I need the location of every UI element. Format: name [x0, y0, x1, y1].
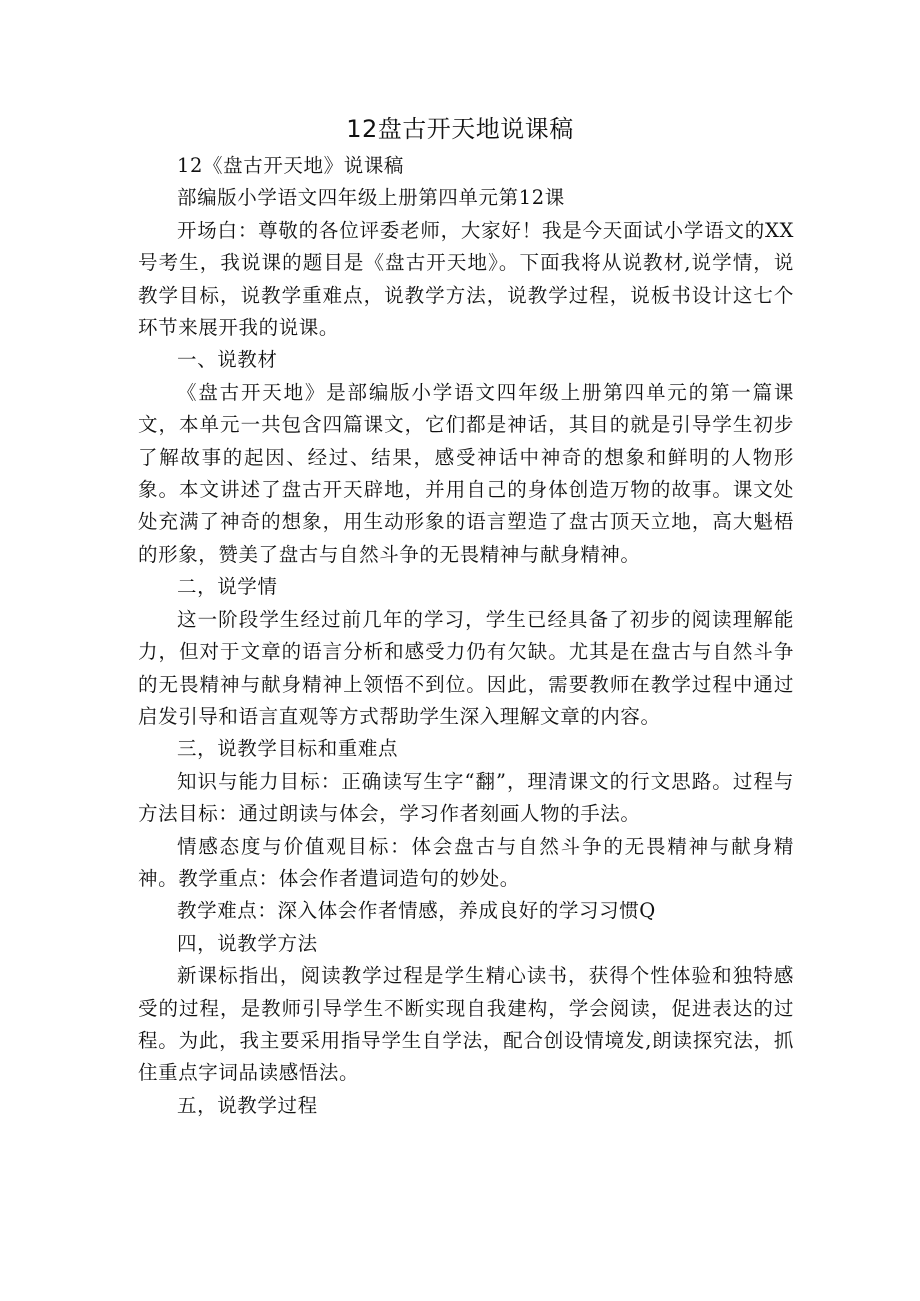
document-body — [138, 150, 794, 1122]
section-heading-methods: 四，说教学方法 — [177, 931, 318, 955]
section-heading-textbook: 一、说教材 — [177, 348, 278, 372]
paragraph-goals-knowledge: 知识与能力目标：正确读写生字“翻”，理清课文的行文思路。过程与方法目标：通过朗读与体会，学习作者刻画人物的手法。 — [138, 769, 794, 826]
paragraph-difficulty: 教学难点：深入体会作者情感，养成良好的学习习惯Q — [177, 899, 656, 923]
section-heading-goals: 三，说教学目标和重难点 — [177, 737, 399, 761]
paragraph-opening: 开场白：尊敬的各位评委老师，大家好！我是今天面试小学语文的XX号考生，我说课的题目是《盘古开天地》。下面我将从说教材,说学情，说教学目标，说教学重难点，说教学方法，说教学过程，说板书设计这七个环节来展开我的说课。 — [138, 218, 794, 340]
paragraph-textbook-analysis: 《盘古开天地》是部编版小学语文四年级上册第四单元的第一篇课文，本单元一共包含四篇课文，它们都是神话，其目的就是引导学生初步了解故事的起因、经过、结果，感受神话中神奇的想象和鲜明的人物形象。本文讲述了盘古开天辟地，并用自己的身体创造万物的故事。课文处处充满了神奇的想象，用生动形象的语言塑造了盘古顶天立地，高大魁梧的形象，赞美了盘古与自然斗争的无畏精神与献身精神。 — [138, 380, 794, 566]
section-heading-process: 五，说教学过程 — [177, 1093, 318, 1117]
document-title: 12盘古开天地说课稿 — [346, 115, 574, 143]
paragraph-lesson-heading: 12《盘古开天地》说课稿 — [177, 154, 405, 177]
paragraph-students-analysis: 这一阶段学生经过前几年的学习，学生已经具备了初步的阅读理解能力，但对于文章的语言分析和感受力仍有欠缺。尤其是在盘古与自然斗争的无畏精神与献身精神上领悟不到位。因此，需要教师在教学过程中通过启发引导和语言直观等方式帮助学生深入理解文章的内容。 — [138, 607, 794, 728]
paragraph-methods: 新课标指出，阅读教学过程是学生精心读书，获得个性体验和独特感受的过程，是教师引导学生不断实现自我建构，学会阅读，促进表达的过程。为此，我主要采用指导学生自学法，配合创设情境发,朗读探究法，抓住重点字词品读感悟法。 — [138, 964, 794, 1085]
paragraph-goals-emotion: 情感态度与价值观目标：体会盘古与自然斗争的无畏精神与献身精神。教学重点：体会作者遣词造句的妙处。 — [138, 834, 794, 890]
paragraph-textbook-info: 部编版小学语文四年级上册第四单元第12课 — [177, 186, 565, 210]
section-heading-students: 二，说学情 — [177, 575, 278, 599]
